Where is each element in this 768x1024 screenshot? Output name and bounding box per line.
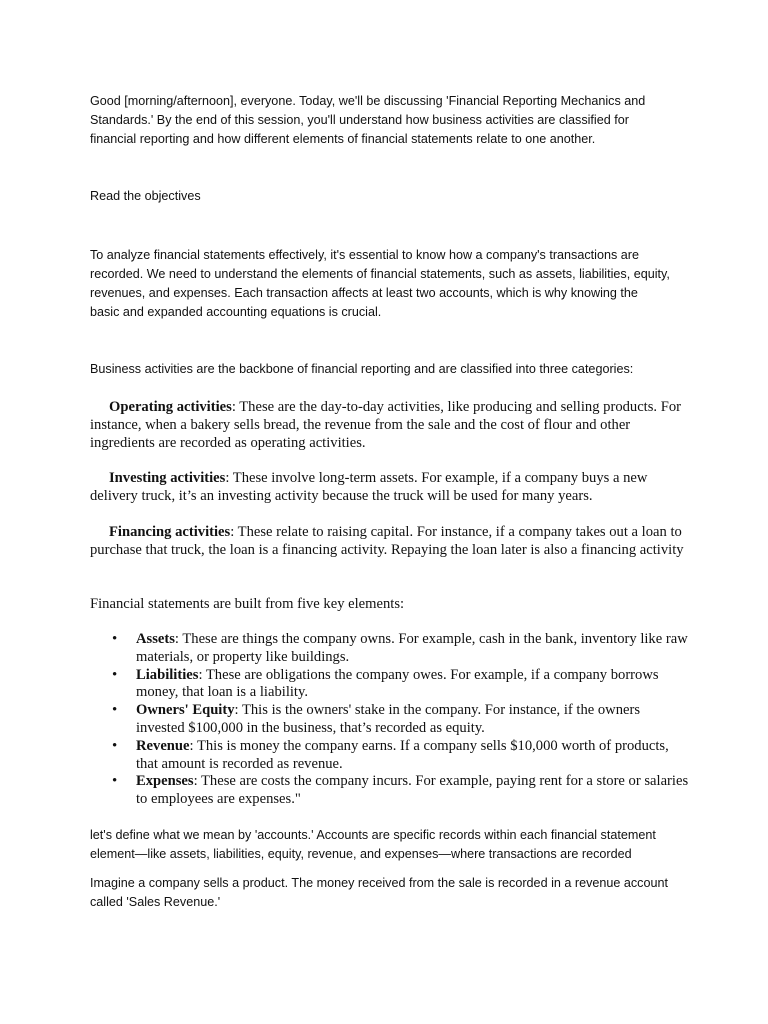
investing-activities-text: : These involve long-term assets. For example, if a company buys a new delivery truck, it’s an investing activity because the truck will be used for many years.: [90, 470, 648, 504]
list-item-revenue: [90, 738, 690, 774]
financing-activities-paragraph: [90, 524, 690, 560]
list-item-liabilities: [90, 667, 690, 703]
element-text: : These are things the company owns. For example, cash in the bank, inventory like raw materials, or property like buildings.: [136, 631, 688, 665]
elements-list: [90, 631, 690, 809]
bullet-icon: •: [112, 737, 118, 754]
investing-activities-paragraph: [90, 470, 690, 506]
intro-paragraph: Good [morning/afternoon], everyone. Today, we'll be discussing 'Financial Reporting Mechanics and Standards.' By the end of this session, you'll understand how business activities are classified for financial reporting and how different elements of financial statements relate to one another.: [90, 94, 646, 146]
operating-activities-text: : These are the day-to-day activities, like producing and selling products. For instance, when a bakery sells bread, the revenue from the sale and the cost of flour and other ingredients are recorded as operating activities.: [90, 399, 681, 451]
bullet-icon: •: [112, 631, 118, 647]
investing-activities-term: Investing activities: [109, 470, 226, 486]
read-objectives-line: Read the objectives: [90, 189, 201, 203]
elements-intro-paragraph: Financial statements are built from five key elements:: [90, 596, 405, 612]
business-activities-paragraph: Business activities are the backbone of financial reporting and are classified into three categories:: [90, 362, 634, 376]
operating-activities-paragraph: [90, 399, 690, 452]
accounts-definition-paragraph: let's define what we mean by 'accounts.' Accounts are specific records within each financial statement element—like assets, liabilities, equity, revenue, and expenses—where transactions are recorded: [90, 828, 656, 861]
element-text: : This is money the company earns. If a company sells $10,000 worth of products, that amount is recorded as revenue.: [136, 737, 669, 772]
element-term: Revenue: [136, 737, 190, 754]
bullet-icon: •: [112, 773, 118, 790]
financing-activities-term: Financing activities: [109, 524, 231, 540]
element-text: : This is the owners' stake in the company. For instance, if the owners invested $100,000 in the business, that’s recorded as equity.: [136, 702, 641, 736]
operating-activities-term: Operating activities: [109, 399, 232, 415]
element-text: : These are costs the company incurs. For example, paying rent for a store or salaries to employees are expenses.": [136, 773, 689, 808]
list-item-owners-equity: [90, 702, 690, 738]
imagine-paragraph: Imagine a company sells a product. The money received from the sale is recorded in a revenue account called 'Sales Revenue.': [90, 876, 668, 909]
bullet-icon: •: [112, 702, 118, 719]
element-text: : These are obligations the company owes. For example, if a company borrows money, that loan is a liability.: [136, 666, 659, 701]
element-term: Owners' Equity: [136, 702, 235, 719]
element-term: Expenses: [136, 773, 194, 790]
list-item-assets: [90, 631, 690, 667]
financing-activities-text: : These relate to raising capital. For instance, if a company takes out a loan to purchase that truck, the loan is a financing activity. Repaying the loan later is also a financing activity: [90, 524, 684, 558]
bullet-icon: •: [112, 666, 118, 683]
element-term: Liabilities: [136, 666, 199, 683]
analyze-paragraph: To analyze financial statements effectively, it's essential to know how a company's transactions are recorded. We need to understand the elements of financial statements, such as assets, liabilities, equity, revenues, and expenses. Each transaction affects at least two accounts, which is why knowing the basic and expanded accounting equations is crucial.: [90, 248, 670, 319]
list-item-expenses: [90, 773, 690, 809]
element-term: Assets: [136, 631, 175, 647]
